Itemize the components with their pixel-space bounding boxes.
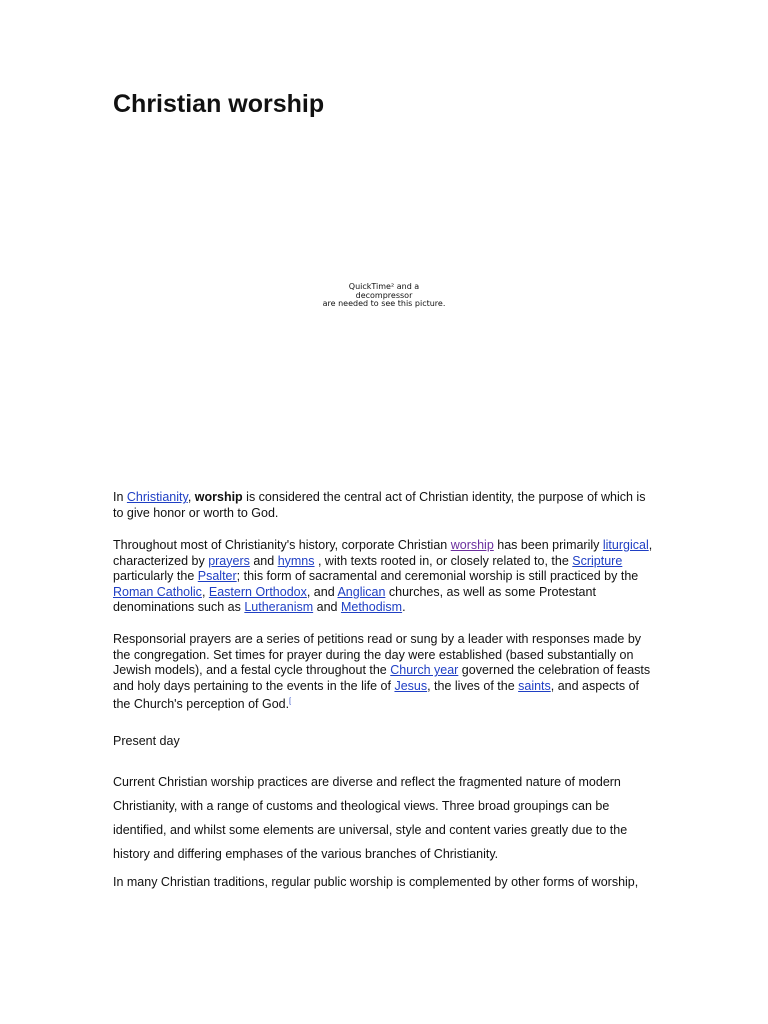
link-anglican[interactable]: Anglican bbox=[337, 584, 386, 599]
placeholder-line: decompressor bbox=[355, 290, 413, 300]
link-christianity[interactable]: Christianity bbox=[126, 490, 188, 504]
text-run: particularly the bbox=[113, 569, 198, 583]
text-run: , with texts rooted in, or closely related to, the bbox=[314, 553, 573, 568]
text-run: , characterized by bbox=[113, 538, 653, 568]
link-lutheranism[interactable]: Lutheranism bbox=[244, 600, 314, 614]
present-day-paragraph: Current Christian worship practices are diverse and reflect the fragmented nature of modern Christianity, with a range of customs and theological views. Three broad groupings can be identified, and whilst some elements are universal, style and content varies greatly due to the history and differing emphases of the various branches of Christianity. bbox=[113, 775, 628, 861]
text-run: ; this form of sacramental and ceremonial worship is still practiced by the bbox=[236, 569, 639, 583]
text-run: churches, as well as some Protestant denominations such as bbox=[113, 584, 596, 614]
text-run: Responsorial prayers are a series of petitions read or sung by a leader with responses made by the congregation. Set times for prayer during the day were established (based substantially on Jewish models), and a festal cycle throughout the bbox=[113, 632, 642, 677]
text-run: , and aspects of the Church's perception of God. bbox=[113, 678, 640, 712]
link-prayers[interactable]: prayers bbox=[208, 553, 250, 568]
link-scripture[interactable]: Scripture bbox=[572, 553, 623, 568]
link-methodism[interactable]: Methodism bbox=[340, 600, 403, 614]
text-run: has been primarily bbox=[493, 538, 603, 552]
link-saints[interactable]: saints bbox=[518, 678, 551, 693]
text-run: . bbox=[402, 600, 406, 614]
link-roman-catholic[interactable]: Roman Catholic bbox=[113, 584, 202, 599]
missing-image-placeholder bbox=[300, 283, 468, 309]
page-title: Christian worship bbox=[113, 90, 325, 118]
text-run: governed the celebration of feasts and holy days pertaining to the events in the life of bbox=[113, 663, 651, 693]
link-hymns[interactable]: hymns bbox=[277, 553, 315, 568]
text-run: and bbox=[249, 553, 278, 568]
text-run: , and bbox=[306, 584, 338, 599]
placeholder-line: are needed to see this picture. bbox=[322, 299, 446, 308]
reference-marker[interactable]: [ bbox=[289, 698, 292, 705]
text-run: is considered the central act of Christian identity, the purpose of which is to give honor or worth to God. bbox=[113, 490, 646, 520]
link-psalter[interactable]: Psalter bbox=[197, 569, 237, 583]
text-run: Throughout most of Christianity's history, corporate Christian bbox=[113, 538, 451, 552]
link-church-year[interactable]: Church year bbox=[390, 663, 459, 677]
text-run: , bbox=[201, 584, 209, 599]
text-run: , bbox=[187, 490, 195, 504]
section-heading-present-day: Present day bbox=[113, 734, 180, 748]
link-jesus[interactable]: Jesus bbox=[394, 678, 428, 693]
link-worship[interactable]: worship bbox=[450, 538, 494, 552]
responsorial-paragraph bbox=[113, 632, 658, 713]
text-run: In bbox=[113, 490, 127, 504]
placeholder-line: QuickTime² and a bbox=[348, 282, 420, 291]
intro-paragraph bbox=[113, 490, 658, 521]
history-paragraph bbox=[113, 538, 658, 616]
text-run: and bbox=[313, 600, 341, 614]
traditions-paragraph: In many Christian traditions, regular public worship is complemented by other forms of worship, bbox=[113, 875, 639, 889]
bold-term-worship: worship bbox=[194, 490, 243, 504]
link-eastern-orthodox[interactable]: Eastern Orthodox bbox=[208, 584, 307, 599]
text-run: , the lives of the bbox=[427, 678, 519, 693]
link-liturgical[interactable]: liturgical bbox=[602, 538, 649, 552]
